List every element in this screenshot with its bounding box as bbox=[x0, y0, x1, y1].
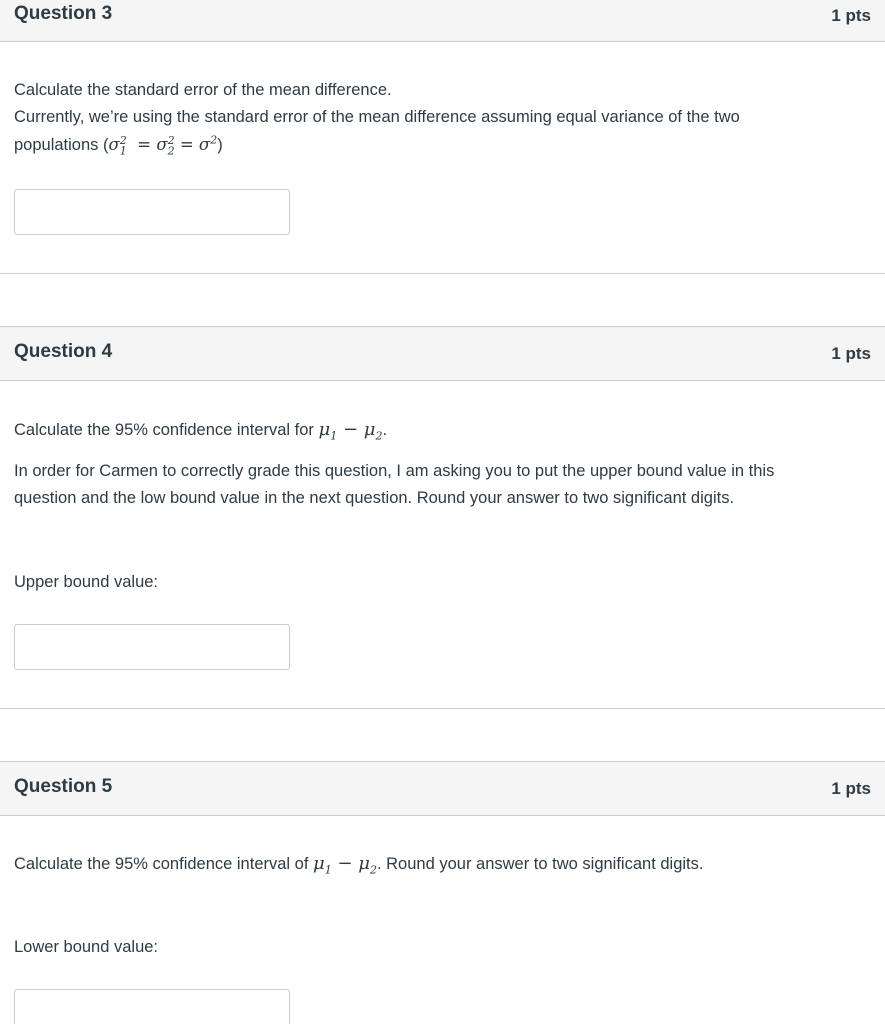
question-5-lower-bound-label: Lower bound value: bbox=[14, 938, 159, 956]
question-3-populations-label: populations ( bbox=[14, 136, 109, 154]
question-3-text-line2: Currently, we’re using the standard error of the mean difference assuming equal variance of the two bbox=[14, 108, 740, 126]
question-3-bottom-divider bbox=[0, 273, 885, 274]
question-3-text-line3 bbox=[14, 131, 874, 159]
question-4-points: 1 pts bbox=[831, 344, 871, 363]
question-4-instruction-line1: In order for Carmen to correctly grade this question, I am asking you to put the upper bound value in this bbox=[14, 462, 775, 480]
question-3-title: Question 3 bbox=[14, 3, 113, 24]
question-4-prompt: Calculate the 95% confidence interval for bbox=[14, 421, 319, 439]
question-4-text-line1 bbox=[14, 416, 874, 444]
question-4-instruction-line2: question and the low bound value in the next question. Round your answer to two significant digits. bbox=[14, 489, 735, 507]
question-3-variance-formula: $\sigma_1^2 = \sigma_2^2 = \sigma^2$ bbox=[108, 133, 218, 158]
question-5-answer-input[interactable] bbox=[14, 989, 290, 1024]
question-5-text-line1 bbox=[14, 850, 874, 878]
question-4-mean-diff-formula: $\mu_1 - \mu_2$ bbox=[318, 419, 383, 443]
question-4-period: . bbox=[382, 421, 388, 439]
question-3-header bbox=[0, 0, 885, 42]
question-5-title: Question 5 bbox=[14, 776, 113, 797]
question-4-upper-bound-label: Upper bound value: bbox=[14, 573, 159, 591]
question-3-answer-input[interactable] bbox=[14, 189, 290, 235]
question-5-rounding-note: . Round your answer to two significant digits. bbox=[376, 855, 704, 873]
question-3-text-line1: Calculate the standard error of the mean difference. bbox=[14, 81, 392, 99]
question-3-close-paren: ) bbox=[217, 136, 223, 154]
question-5-prompt: Calculate the 95% confidence interval of bbox=[14, 855, 314, 873]
question-3-points: 1 pts bbox=[831, 6, 871, 25]
question-4-bottom-divider bbox=[0, 708, 885, 709]
question-4-title: Question 4 bbox=[14, 341, 113, 362]
question-5-mean-diff-formula: $\mu_1 - \mu_2$ bbox=[313, 853, 377, 877]
question-5-points: 1 pts bbox=[831, 779, 871, 798]
question-4-header bbox=[0, 326, 885, 381]
question-4-answer-input[interactable] bbox=[14, 624, 290, 670]
question-5-header bbox=[0, 761, 885, 816]
